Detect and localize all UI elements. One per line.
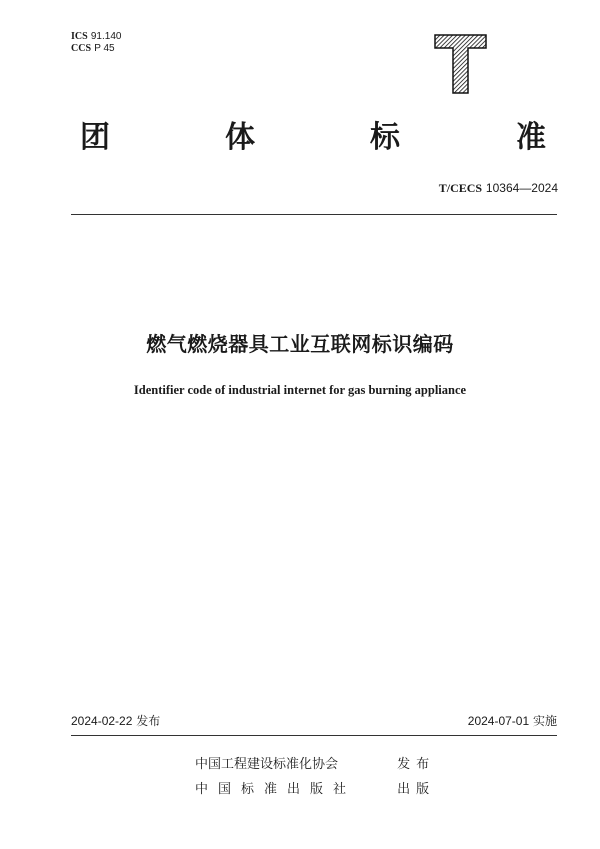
implement-date-value: 2024-07-01 bbox=[467, 714, 530, 728]
publisher-role: 发布 bbox=[397, 757, 436, 772]
category-char: 体 bbox=[225, 120, 255, 155]
standard-number bbox=[439, 181, 558, 196]
standard-prefix: T/CECS bbox=[438, 181, 483, 195]
ics-value: 91.140 bbox=[90, 31, 122, 42]
issue-date bbox=[71, 712, 160, 729]
top-divider bbox=[71, 214, 557, 215]
classification-codes bbox=[71, 31, 121, 55]
publisher-row bbox=[195, 778, 435, 797]
category-char: 准 bbox=[516, 120, 546, 155]
bottom-divider bbox=[71, 735, 557, 736]
publisher-role: 出版 bbox=[397, 782, 436, 797]
ccs-value: P 45 bbox=[94, 43, 115, 54]
issue-date-label: 发布 bbox=[136, 714, 161, 728]
standard-number-value: 10364—2024 bbox=[485, 181, 558, 195]
category-char: 团 bbox=[80, 120, 110, 155]
publisher-name: 中国工程建设标准化协会 bbox=[195, 757, 339, 772]
publisher-row bbox=[195, 753, 435, 772]
publisher-name: 中国标准出版社 bbox=[195, 782, 357, 797]
standard-category bbox=[80, 118, 550, 158]
ics-code bbox=[71, 31, 121, 43]
category-char: 标 bbox=[370, 120, 400, 155]
big-t-letter: T bbox=[433, 33, 434, 34]
ccs-code bbox=[71, 43, 121, 55]
issue-date-value: 2024-02-22 bbox=[71, 714, 133, 728]
chinese-title: 燃气燃烧器具工业互联网标识编码 bbox=[146, 332, 454, 356]
standard-t-logo bbox=[433, 33, 488, 95]
implement-date bbox=[468, 712, 557, 729]
implement-date-label: 实施 bbox=[532, 714, 557, 728]
ccs-label: CCS bbox=[71, 43, 92, 54]
ics-label: ICS bbox=[71, 31, 88, 42]
english-title: Identifier code of industrial internet for gas burning appliance bbox=[133, 383, 467, 397]
